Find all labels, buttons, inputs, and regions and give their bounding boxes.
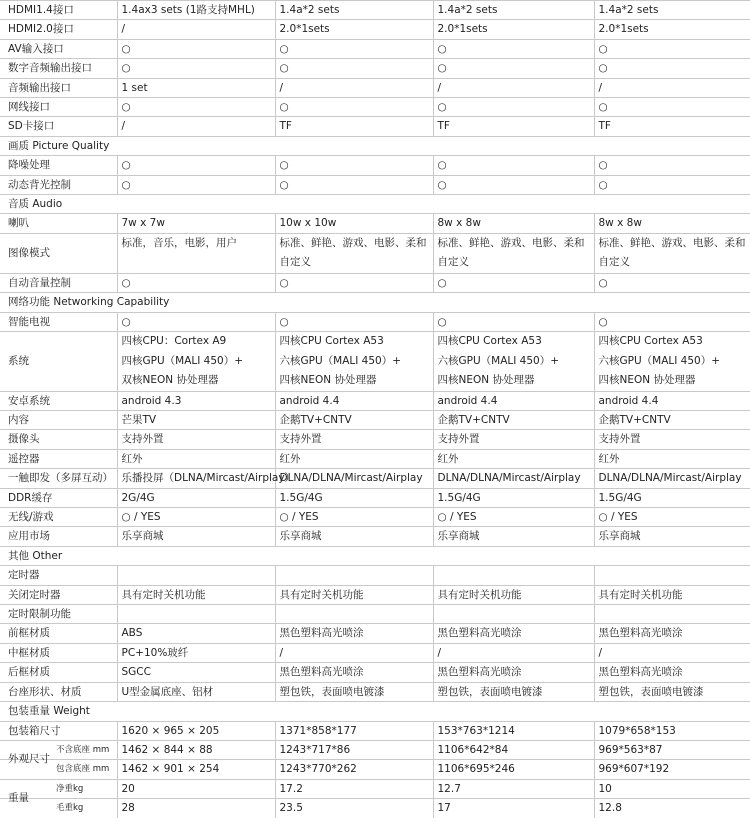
spec-value-network-5-2: 1.5G/4G (275, 488, 433, 507)
spec-value-picture-1-4: ○ (594, 175, 750, 194)
spec-value-top-6-3: TF (433, 117, 594, 136)
row-label-top-2: AV输入接口 (0, 39, 117, 58)
spec-line: 四核CPU Cortex A53 (437, 335, 542, 348)
spec-value-outer-size-2-4: 969*607*192 (594, 760, 750, 779)
table-row (0, 117, 750, 136)
row-label-material-1: 中框材质 (0, 643, 117, 662)
spec-line: 标准、鲜艳、游戏、电影、柔和 (437, 236, 585, 249)
spec-value-weight-2-1: 28 (117, 799, 275, 818)
spec-value-outer-size-2-1: 1462 × 901 × 254 (117, 760, 275, 779)
group-label: 重量 (8, 791, 29, 804)
spec-value-material-3-1: U型金属底座、铝材 (117, 682, 275, 701)
spec-value-network-4-2: DLNA/DLNA/Mircast/Airplay (275, 469, 433, 488)
spec-value-network-1-4: 企鹅TV+CNTV (594, 411, 750, 430)
spec-line: 标准，音乐，电影，用户 (121, 236, 237, 249)
spec-value-weight-1-2: 17.2 (275, 779, 433, 798)
spec-value-timer-off-2: 具有定时关机功能 (275, 585, 433, 604)
table-row (0, 779, 750, 798)
spec-line: 四核CPU Cortex A53 (279, 335, 384, 348)
spec-value-network-2-4: 支持外置 (594, 430, 750, 449)
spec-value-top-0-4: 1.4a*2 sets (594, 1, 750, 20)
spec-value-top-3-2: ○ (275, 59, 433, 78)
table-row (0, 760, 750, 779)
spec-value-network-5-4: 1.5G/4G (594, 488, 750, 507)
row-label-auto-volume: 自动音量控制 (0, 273, 117, 292)
row-label-network-5: DDR缓存 (0, 488, 117, 507)
spec-value-network-3-2: 红外 (275, 449, 433, 468)
section-row (0, 195, 750, 214)
spec-value-smart-tv-3: ○ (433, 312, 594, 331)
spec-line: 标准、鲜艳、游戏、电影、柔和 (598, 236, 746, 249)
spec-line: 标准、鲜艳、游戏、电影、柔和 (279, 236, 427, 249)
spec-value-material-3-3: 塑包铁，表面喷电镀漆 (433, 682, 594, 701)
spec-line: 六核GPU（MALI 450）+ (598, 354, 721, 367)
spec-line: 四核NEON 协处理器 (279, 374, 377, 387)
spec-value-smart-tv-2: ○ (275, 312, 433, 331)
table-row (0, 469, 750, 488)
spec-value-weight-1-3: 12.7 (433, 779, 594, 798)
row-label-network-0: 安卓系统 (0, 391, 117, 410)
table-row (0, 527, 750, 546)
spec-value-material-0-3: 黑色塑料高光喷涂 (433, 624, 594, 643)
spec-value-material-0-2: 黑色塑料高光喷涂 (275, 624, 433, 643)
spec-value-box-size-1: 1620 × 965 × 205 (117, 721, 275, 740)
spec-value-top-5-4: ○ (594, 98, 750, 117)
section-row (0, 293, 750, 312)
spec-value-top-3-1: ○ (117, 59, 275, 78)
spec-value-auto-volume-3: ○ (433, 273, 594, 292)
spec-value-weight-1-1: 20 (117, 779, 275, 798)
row-label-material-3: 台座形状、材质 (0, 682, 117, 701)
spec-value-network-6-3: ○ / YES (433, 508, 594, 527)
sub-label: 包含底座 mm (56, 764, 110, 775)
spec-value-speaker-1: 7w x 7w (117, 214, 275, 233)
spec-value-picture-0-3: ○ (433, 156, 594, 175)
table-row (0, 312, 750, 331)
spec-value-top-6-4: TF (594, 117, 750, 136)
spec-value-network-2-1: 支持外置 (117, 430, 275, 449)
spec-value-top-5-1: ○ (117, 98, 275, 117)
section-heading-picture: 画质 Picture Quality (0, 136, 750, 155)
spec-value-material-1-2: / (275, 643, 433, 662)
spec-value-network-5-3: 1.5G/4G (433, 488, 594, 507)
spec-value-empty (275, 566, 433, 585)
spec-value-top-6-2: TF (275, 117, 433, 136)
spec-line: 四核NEON 协处理器 (598, 374, 696, 387)
table-row (0, 566, 750, 585)
spec-value-picture-1-2: ○ (275, 175, 433, 194)
spec-value-material-2-4: 黑色塑料高光喷涂 (594, 663, 750, 682)
spec-value-weight-2-2: 23.5 (275, 799, 433, 818)
spec-value-speaker-4: 8w x 8w (594, 214, 750, 233)
spec-value-top-5-3: ○ (433, 98, 594, 117)
row-label-network-7: 应用市场 (0, 527, 117, 546)
row-label-network-6: 无线/游戏 (0, 508, 117, 527)
row-label-outer-size-1 (0, 740, 117, 765)
section-heading-network: 网络功能 Networking Capability (0, 293, 750, 312)
row-label-box-size: 包装箱尺寸 (0, 721, 117, 740)
spec-value-network-7-3: 乐享商城 (433, 527, 594, 546)
spec-value-empty (594, 566, 750, 585)
sub-label: 毛重kg (56, 803, 84, 814)
spec-value-network-6-2: ○ / YES (275, 508, 433, 527)
spec-value-top-2-1: ○ (117, 39, 275, 58)
spec-line: 四核NEON 协处理器 (437, 374, 535, 387)
spec-value-network-2-3: 支持外置 (433, 430, 594, 449)
spec-value-auto-volume-4: ○ (594, 273, 750, 292)
table-row (0, 585, 750, 604)
spec-value-top-4-2: / (275, 78, 433, 97)
spec-value-outer-size-1-1: 1462 × 844 × 88 (117, 740, 275, 759)
row-label-weight-1 (0, 779, 117, 804)
table-row (0, 98, 750, 117)
table-row (0, 643, 750, 662)
spec-value-material-2-2: 黑色塑料高光喷涂 (275, 663, 433, 682)
spec-value-top-3-3: ○ (433, 59, 594, 78)
spec-value-weight-2-4: 12.8 (594, 799, 750, 818)
spec-value-smart-tv-4: ○ (594, 312, 750, 331)
spec-value-system-3 (433, 332, 594, 392)
spec-line: 自定义 (279, 256, 311, 269)
spec-value-network-0-3: android 4.4 (433, 391, 594, 410)
spec-value-top-4-1: 1 set (117, 78, 275, 97)
spec-value-network-3-3: 红外 (433, 449, 594, 468)
spec-value-network-1-1: 芒果TV (117, 411, 275, 430)
section-row (0, 702, 750, 721)
spec-value-network-1-3: 企鹅TV+CNTV (433, 411, 594, 430)
table-row (0, 175, 750, 194)
table-row (0, 332, 750, 392)
table-row (0, 214, 750, 233)
row-label-system: 系统 (0, 332, 117, 392)
row-label-network-2: 摄像头 (0, 430, 117, 449)
row-label-material-0: 前框材质 (0, 624, 117, 643)
row-label-picture-0: 降噪处理 (0, 156, 117, 175)
spec-value-empty (433, 566, 594, 585)
row-label-top-6: SD卡接口 (0, 117, 117, 136)
group-label: 外观尺寸 (8, 752, 50, 765)
spec-line: 四核CPU Cortex A53 (598, 335, 703, 348)
table-row (0, 605, 750, 624)
spec-value-top-1-3: 2.0*1sets (433, 20, 594, 39)
spec-value-system-2 (275, 332, 433, 392)
spec-line: 双核NEON 协处理器 (121, 374, 219, 387)
spec-value-top-2-4: ○ (594, 39, 750, 58)
spec-value-outer-size-2-3: 1106*695*246 (433, 760, 594, 779)
spec-value-auto-volume-1: ○ (117, 273, 275, 292)
spec-value-outer-size-1-4: 969*563*87 (594, 740, 750, 759)
spec-value-material-3-4: 塑包铁，表面喷电镀漆 (594, 682, 750, 701)
spec-line: 六核GPU（MALI 450）+ (437, 354, 560, 367)
spec-value-image-mode-3 (433, 233, 594, 273)
table-row (0, 233, 750, 273)
spec-value-top-2-3: ○ (433, 39, 594, 58)
row-label-network-4: 一触即发（多屏互动） (0, 469, 117, 488)
spec-value-picture-1-1: ○ (117, 175, 275, 194)
spec-value-network-0-1: android 4.3 (117, 391, 275, 410)
spec-value-material-2-3: 黑色塑料高光喷涂 (433, 663, 594, 682)
table-row (0, 156, 750, 175)
row-label-smart-tv: 智能电视 (0, 312, 117, 331)
row-label-network-1: 内容 (0, 411, 117, 430)
table-row (0, 430, 750, 449)
spec-value-image-mode-4 (594, 233, 750, 273)
spec-value-network-4-1: 乐播投屏（DLNA/Mircast/Airplay） (117, 469, 275, 488)
table-row (0, 624, 750, 643)
spec-value-top-5-2: ○ (275, 98, 433, 117)
spec-value-timer-off-1: 具有定时关机功能 (117, 585, 275, 604)
spec-value-smart-tv-1: ○ (117, 312, 275, 331)
spec-value-outer-size-1-3: 1106*642*84 (433, 740, 594, 759)
spec-value-network-7-1: 乐享商城 (117, 527, 275, 546)
spec-value-image-mode-2 (275, 233, 433, 273)
row-label-top-5: 网线接口 (0, 98, 117, 117)
row-label-picture-1: 动态背光控制 (0, 175, 117, 194)
spec-value-picture-1-3: ○ (433, 175, 594, 194)
spec-value-material-0-4: 黑色塑料高光喷涂 (594, 624, 750, 643)
spec-value-network-2-2: 支持外置 (275, 430, 433, 449)
spec-value-timer-off-4: 具有定时关机功能 (594, 585, 750, 604)
section-heading-weight: 包装重量 Weight (0, 702, 750, 721)
table-row (0, 273, 750, 292)
spec-value-box-size-2: 1371*858*177 (275, 721, 433, 740)
spec-value-picture-0-2: ○ (275, 156, 433, 175)
spec-line: 自定义 (598, 256, 630, 269)
spec-value-material-3-2: 塑包铁，表面喷电镀漆 (275, 682, 433, 701)
spec-value-top-1-4: 2.0*1sets (594, 20, 750, 39)
row-label-top-4: 音频输出接口 (0, 78, 117, 97)
table-row (0, 721, 750, 740)
spec-value-system-1 (117, 332, 275, 392)
spec-line: 自定义 (437, 256, 469, 269)
section-row (0, 136, 750, 155)
spec-value-outer-size-1-2: 1243*717*86 (275, 740, 433, 759)
spec-value-network-3-4: 红外 (594, 449, 750, 468)
spec-value-network-0-2: android 4.4 (275, 391, 433, 410)
row-label-image-mode: 图像模式 (0, 233, 117, 273)
spec-line (122, 253, 275, 273)
row-label-outer-size-2 (0, 760, 117, 779)
spec-value-picture-0-1: ○ (117, 156, 275, 175)
spec-value-top-4-3: / (433, 78, 594, 97)
spec-value-top-4-4: / (594, 78, 750, 97)
spec-value-network-7-2: 乐享商城 (275, 527, 433, 546)
spec-value-auto-volume-2: ○ (275, 273, 433, 292)
spec-value-top-1-1: / (117, 20, 275, 39)
table-row (0, 59, 750, 78)
spec-value-material-2-1: SGCC (117, 663, 275, 682)
row-label-top-0: HDMI1.4接口 (0, 1, 117, 20)
spec-value-timer-off-3: 具有定时关机功能 (433, 585, 594, 604)
row-label-network-3: 遥控器 (0, 449, 117, 468)
spec-value-box-size-3: 153*763*1214 (433, 721, 594, 740)
row-label-timer-off: 关闭定时器 (0, 585, 117, 604)
spec-value-network-6-4: ○ / YES (594, 508, 750, 527)
table-row (0, 39, 750, 58)
spec-value-speaker-2: 10w x 10w (275, 214, 433, 233)
spec-line: 六核GPU（MALI 450）+ (279, 354, 402, 367)
spec-value-top-0-3: 1.4a*2 sets (433, 1, 594, 20)
spec-value-network-0-4: android 4.4 (594, 391, 750, 410)
spec-value-network-4-4: DLNA/DLNA/Mircast/Airplay (594, 469, 750, 488)
table-row (0, 682, 750, 701)
row-label-timer: 定时器 (0, 566, 117, 585)
spec-value-top-6-1: / (117, 117, 275, 136)
row-label-top-3: 数字音频输出接口 (0, 59, 117, 78)
spec-value-material-0-1: ABS (117, 624, 275, 643)
spec-value-picture-0-4: ○ (594, 156, 750, 175)
row-label-timer-limit: 定时限制功能 (0, 605, 117, 624)
row-label-top-1: HDMI2.0接口 (0, 20, 117, 39)
spec-value-network-7-4: 乐享商城 (594, 527, 750, 546)
spec-value-outer-size-2-2: 1243*770*262 (275, 760, 433, 779)
table-row (0, 78, 750, 97)
row-label-material-2: 后框材质 (0, 663, 117, 682)
spec-value-box-size-4: 1079*658*153 (594, 721, 750, 740)
spec-value-network-4-3: DLNA/DLNA/Mircast/Airplay (433, 469, 594, 488)
spec-value-network-1-2: 企鹅TV+CNTV (275, 411, 433, 430)
row-label-speaker: 喇叭 (0, 214, 117, 233)
table-row (0, 411, 750, 430)
table-row (0, 20, 750, 39)
table-row (0, 663, 750, 682)
spec-value-empty (117, 605, 275, 624)
spec-value-speaker-3: 8w x 8w (433, 214, 594, 233)
section-heading-other: 其他 Other (0, 546, 750, 565)
spec-line: 四核GPU（MALI 450）+ (121, 354, 244, 367)
sub-label: 净重kg (56, 783, 84, 794)
spec-value-empty (117, 566, 275, 585)
row-label-weight-2 (0, 799, 117, 818)
spec-value-top-0-2: 1.4a*2 sets (275, 1, 433, 20)
spec-value-system-4 (594, 332, 750, 392)
spec-value-top-2-2: ○ (275, 39, 433, 58)
table-row (0, 449, 750, 468)
table-row (0, 488, 750, 507)
section-heading-audio: 音质 Audio (0, 195, 750, 214)
spec-value-top-1-2: 2.0*1sets (275, 20, 433, 39)
spec-value-empty (275, 605, 433, 624)
spec-value-network-5-1: 2G/4G (117, 488, 275, 507)
table-row (0, 740, 750, 759)
spec-value-empty (433, 605, 594, 624)
spec-value-weight-2-3: 17 (433, 799, 594, 818)
spec-value-material-1-3: / (433, 643, 594, 662)
table-row (0, 508, 750, 527)
table-row (0, 799, 750, 818)
table-row (0, 1, 750, 20)
spec-value-network-6-1: ○ / YES (117, 508, 275, 527)
spec-value-image-mode-1 (117, 233, 275, 273)
spec-value-weight-1-4: 10 (594, 779, 750, 798)
table-row (0, 391, 750, 410)
spec-value-material-1-4: / (594, 643, 750, 662)
spec-value-material-1-1: PC+10%玻纤 (117, 643, 275, 662)
spec-value-network-3-1: 红外 (117, 449, 275, 468)
spec-line: 四核CPU：Cortex A9 (121, 335, 227, 348)
spec-value-empty (594, 605, 750, 624)
section-row (0, 546, 750, 565)
spec-value-top-0-1: 1.4ax3 sets (1路支持MHL) (117, 1, 275, 20)
sub-label: 不含底座 mm (56, 744, 110, 755)
spec-value-top-3-4: ○ (594, 59, 750, 78)
